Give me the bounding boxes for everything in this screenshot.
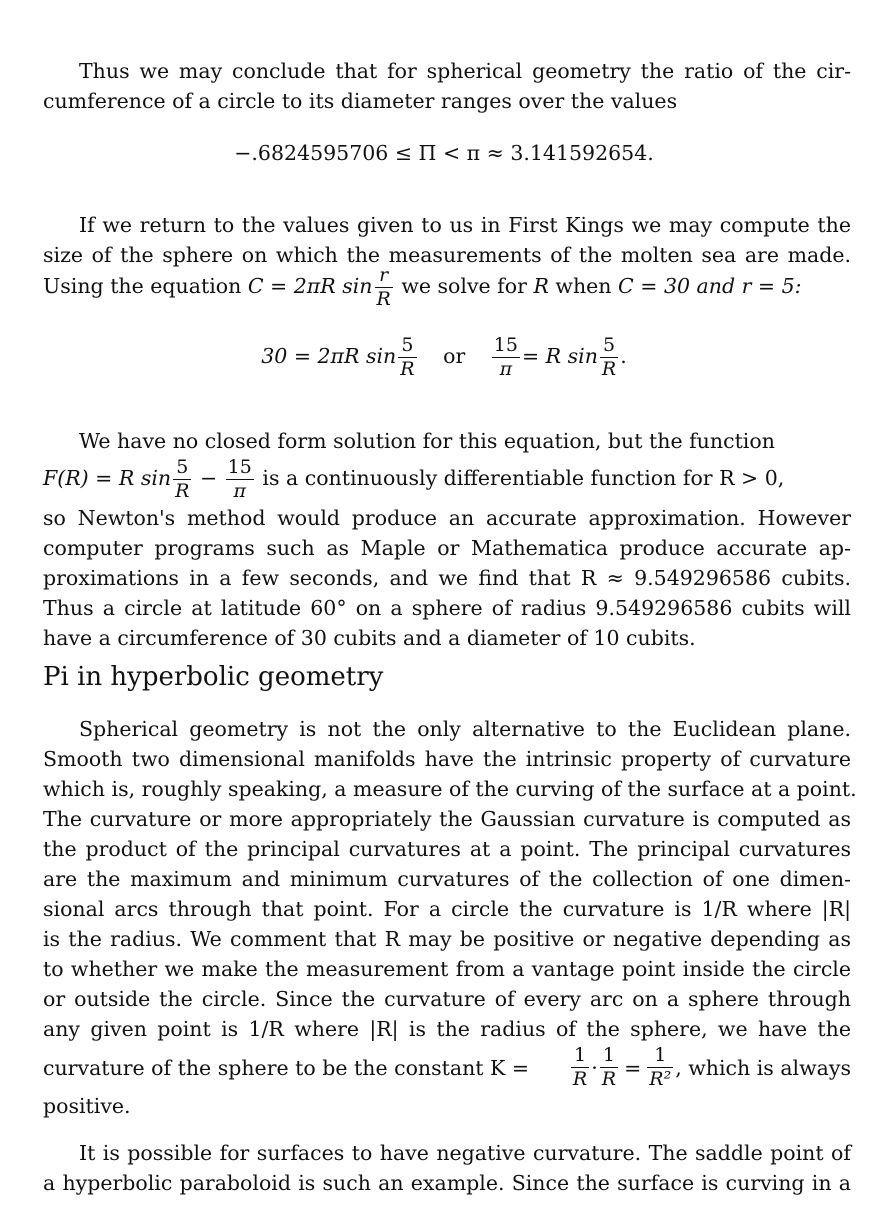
paragraph-spherical-conclusion (43, 56, 851, 116)
fraction-denominator: R (601, 358, 617, 380)
math-span: = R sin (521, 344, 598, 368)
text-line: It is possible for surfaces to have negative curvature. The saddle point of (79, 1141, 851, 1165)
fraction-1-over-R (600, 1046, 618, 1089)
math-span: R (533, 274, 549, 298)
math-span: · (591, 1055, 598, 1080)
text-line: computer programs such as Maple or Mathematica produce accurate ap- (43, 536, 851, 560)
paragraph-newton-continued (43, 503, 851, 653)
text-span: . (620, 344, 627, 368)
fraction-denominator: π (499, 358, 513, 380)
fraction-numerator: 1 (647, 1046, 673, 1068)
fraction-5-over-R (173, 458, 191, 501)
text-span: curvature of the sphere to be the constant K = (43, 1055, 530, 1080)
math-span: F(R) = R sin (43, 466, 172, 490)
math-span: C = 2πR sin (247, 274, 373, 298)
text-line: Thus we may conclude that for spherical geometry the ratio of the cir- (79, 59, 851, 83)
text-line: proximations in a few seconds, and we find that R ≈ 9.549296586 cubits. (43, 566, 851, 590)
text-line: If we return to the values given to us in First Kings we may compute the (79, 213, 851, 237)
fraction-numerator: 1 (600, 1046, 618, 1068)
fraction-denominator: R (572, 1068, 588, 1090)
math-span: C = 30 and r = 5: (618, 274, 802, 298)
fraction-numerator: r (375, 266, 393, 288)
equation-line-circumference (43, 266, 851, 309)
text-line: or outside the circle. Since the curvature of every arc on a sphere through (43, 987, 851, 1011)
fraction-5-over-R (398, 336, 416, 379)
math-span: 30 = 2πR sin (261, 344, 397, 368)
text-span: is a continuously differentiable function for R > 0, (262, 466, 785, 490)
text-line: sional arcs through that point. For a circle the curvature is 1/R where |R| (43, 897, 851, 921)
fraction-denominator: R² (649, 1068, 672, 1090)
text-line: Spherical geometry is not the only alternative to the Euclidean plane. (79, 717, 851, 741)
fraction-denominator: R (175, 480, 190, 502)
fraction-numerator: 5 (398, 336, 416, 358)
fraction-15-over-pi (492, 336, 520, 379)
paragraph-first-kings (43, 210, 851, 270)
paragraph-negative-curvature (43, 1138, 851, 1198)
text-line: are the maximum and minimum curvatures of the collection of one dimen- (43, 867, 851, 891)
text-span: or (443, 344, 466, 368)
text-line: any given point is 1/R where |R| is the radius of the sphere, we have the (43, 1017, 851, 1041)
fraction-denominator: R (400, 358, 415, 380)
text-line: positive. (43, 1094, 131, 1118)
text-line: Smooth two dimensional manifolds have the intrinsic property of curvature (43, 747, 851, 771)
equation-line-gaussian-curvature (43, 1046, 851, 1089)
math-span: = (624, 1055, 642, 1080)
fraction-5-over-R (600, 336, 618, 379)
fraction-numerator: 1 (571, 1046, 589, 1068)
fraction-denominator: π (233, 480, 247, 502)
text-line: the product of the principal curvatures at a point. The principal curvatures (43, 837, 851, 861)
text-line: We have no closed form solution for this equation, but the function (79, 429, 775, 453)
fraction-15-over-pi (226, 458, 254, 501)
text-line: cumference of a circle to its diameter ranges over the values (43, 89, 678, 113)
equation-pi-range: −.6824595706 ≤ Π < π ≈ 3.141592654. (234, 141, 654, 165)
text-line: size of the sphere on which the measurements of the molten sea are made. (43, 243, 851, 267)
text-line: is the radius. We comment that R may be positive or negative depending as (43, 927, 851, 951)
text-span: when (555, 274, 612, 298)
fraction-numerator: 15 (227, 456, 252, 478)
math-span: − (199, 466, 218, 490)
text-line: have a circumference of 30 cubits and a diameter of 10 cubits. (43, 626, 696, 650)
fraction-1-over-R-squared (647, 1046, 673, 1089)
text-line: to whether we make the measurement from a vantage point inside the circle (43, 957, 851, 981)
fraction-denominator: R (601, 1068, 617, 1090)
text-line: so Newton's method would produce an accurate approximation. However (43, 506, 851, 530)
fraction-numerator: 5 (173, 458, 191, 480)
text-span: we solve for (401, 274, 527, 298)
equation-line-F-of-R (43, 458, 851, 501)
fraction-numerator: 5 (600, 336, 618, 358)
fraction-r-over-R (375, 266, 393, 309)
text-line: which is, roughly speaking, a measure of the curving of the surface at a point. (43, 777, 857, 801)
equation-solve-R (0, 336, 888, 379)
text-span: , which is always (675, 1055, 851, 1080)
text-line: Thus a circle at latitude 60° on a sphere of radius 9.549296586 cubits will (43, 596, 851, 620)
section-heading: Pi in hyperbolic geometry (43, 662, 384, 692)
fraction-denominator: R (376, 288, 391, 310)
text-line: The curvature or more appropriately the Gaussian curvature is computed as (43, 807, 851, 831)
text-span: Using the equation (43, 274, 242, 298)
equation-K (569, 1046, 851, 1089)
fraction-1-over-R (571, 1046, 589, 1089)
paragraph-newton-method (43, 426, 851, 456)
text-line: a hyperbolic paraboloid is such an example. Since the surface is curving in a (43, 1171, 851, 1195)
fraction-numerator: 15 (493, 334, 518, 356)
paragraph-hyperbolic-intro (43, 714, 857, 1044)
